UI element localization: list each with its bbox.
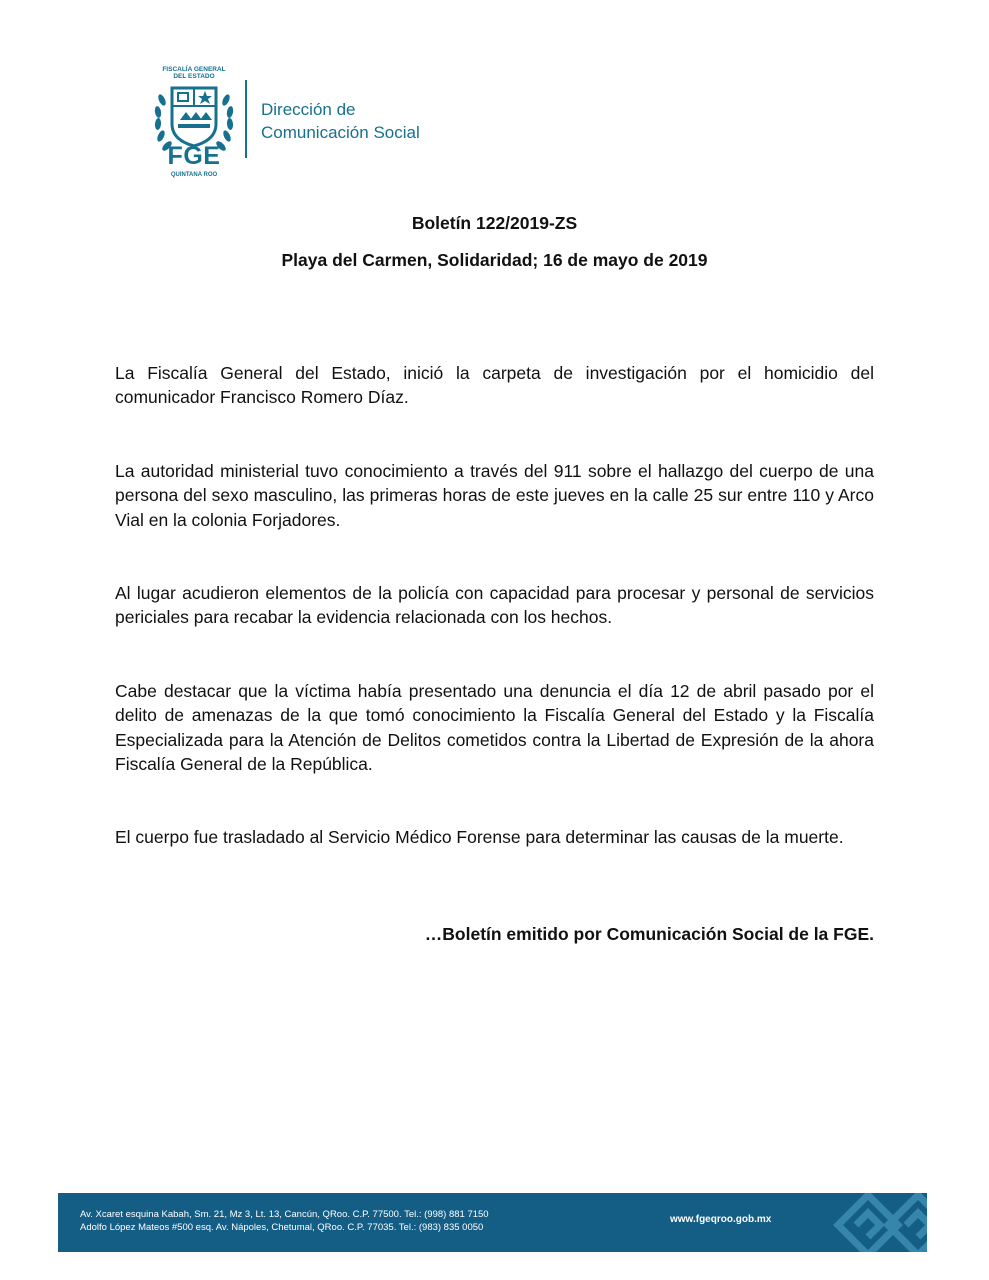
footer-address <box>80 1208 489 1234</box>
footer-address-line-2: Adolfo López Mateos #500 esq. Av. Nápoles, Chetumal, QRoo. C.P. 77035. Tel.: (983) 835 0050 <box>80 1222 484 1233</box>
paragraph-2: La autoridad ministerial tuvo conocimiento a través del 911 sobre el hallazgo del cuerpo de una persona del sexo masculino, las primeras horas de este jueves en la calle 25 sur entre 110 y Arco Vial en la colonia Forjadores. <box>115 461 874 530</box>
dateline: Playa del Carmen, Solidaridad; 16 de mayo de 2019 <box>281 250 708 270</box>
department-line-1: Dirección de <box>261 100 356 119</box>
footer-bar <box>58 1193 927 1252</box>
seal-top-text <box>148 66 240 80</box>
header-logo <box>148 62 448 184</box>
paragraph-3: Al lugar acudieron elementos de la policía con capacidad para procesar y personal de servicios periciales para recabar la evidencia relacionada con los hechos. <box>115 583 874 628</box>
paragraph-4: Cabe destacar que la víctima había presentado una denuncia el día 12 de abril pasado por el delito de amenazas de la que tomó conocimiento la Fiscalía General del Estado y la Fiscalía Especializada para la Atención de Delitos cometidos contra la Libertad de Expresión de la ahora Fiscalía General de la República. <box>115 681 874 774</box>
seal-top-line-2: DEL ESTADO <box>173 73 215 80</box>
department-name <box>261 98 420 144</box>
seal-top-line-1: FISCALÍA GENERAL <box>162 66 226 73</box>
department-line-2: Comunicación Social <box>261 123 420 142</box>
bulletin-number: Boletín 122/2019-ZS <box>411 213 578 233</box>
footer-address-line-1: Av. Xcaret esquina Kabah, Sm. 21, Mz 3, Lt. 13, Cancún, QRoo. C.P. 77500. Tel.: (998) 881 7150 <box>80 1209 489 1220</box>
seal-acronym: FGE <box>167 142 221 170</box>
footer-website-link[interactable]: www.fgeqroo.gob.mx <box>670 1214 772 1225</box>
signoff: …Boletín emitido por Comunicación Social de la FGE. <box>424 924 874 944</box>
footer-fret-emblem-icon <box>828 1193 927 1252</box>
logo-divider <box>245 80 247 158</box>
paragraph-1: La Fiscalía General del Estado, inició la carpeta de investigación por el homicidio del comunicador Francisco Romero Díaz. <box>115 363 874 408</box>
seal-bottom-text: QUINTANA ROO <box>170 172 218 178</box>
fge-seal <box>148 62 240 182</box>
paragraph-5: El cuerpo fue trasladado al Servicio Médico Forense para determinar las causas de la muerte. <box>115 827 844 847</box>
